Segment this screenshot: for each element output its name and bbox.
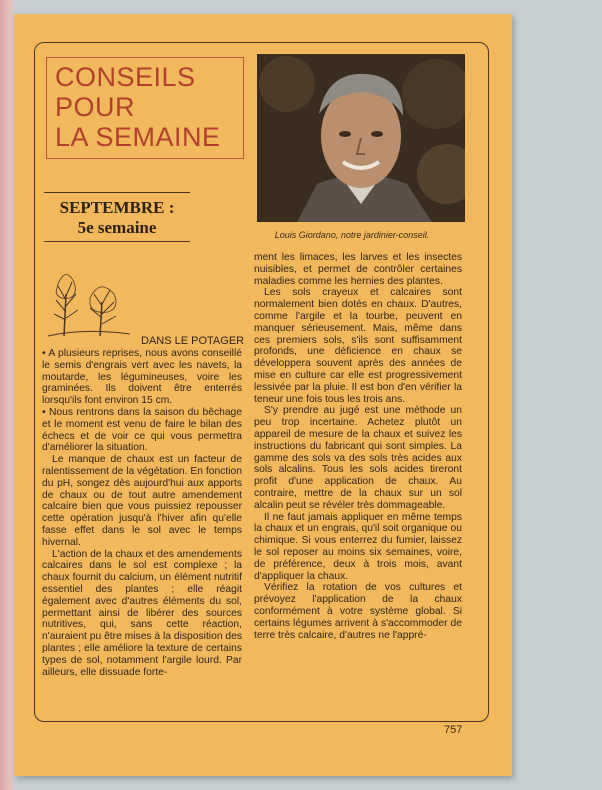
paragraph: Les sols crayeux et calcaires sont normalement bien dotés en chaux. D'autres, comme l'argile et la tourbe, peuvent en manquer sérieusement. Mais, même dans ces premiers sols, s'ils sont suffisamment profonds, une déficience en chaux se développera souvent après des années de mise en culture car elle est progressivement lessivée par la pluie. Il est bon d'en vérifier la teneur une fois tous les trois ans.	[254, 287, 462, 405]
title-line-2: POUR	[55, 92, 136, 122]
month-rule-top	[44, 192, 190, 193]
title-line-3: LA SEMAINE	[55, 122, 221, 152]
week-label: 5e semaine	[77, 218, 157, 237]
paragraph: L'action de la chaux et des amendements calcaires dans le sol est complexe ; la chaux fournit du calcium, un élément nutritif essentiel des plantes ; elle réagit également avec d'autres éléments du sol, permettant ainsi de libérer des sources nutritives, qui, sans cette réaction, n'auraient pu être mises à la disposition des plantes ; elle améliore la texture de certains types de sol, notamment l'argile lourd. Par ailleurs, elle dissuade forte-	[42, 548, 243, 678]
portrait-photo	[257, 54, 465, 222]
paragraph: S'y prendre au jugé est une méthode un peu trop incertaine. Achetez plutôt un appareil de mesure de la chaux et suivez les instructions du fabricant qui sont simples. La gamme des sols va des sols très acides aux sols alcalins. Tous les sols acides tireront profit d'une application de chaux. Au contraire, mettre de la chaux sur un sol alcalin peut se révéler très dommageable.	[254, 405, 462, 511]
paragraph: ment les limaces, les larves et les insectes nuisibles, et permet de contrôler certaines maladies comme les hernies des plantes.	[254, 252, 462, 287]
month-label: SEPTEMBRE :	[59, 198, 175, 217]
paragraph: • Nous rentrons dans la saison du bêchage et le moment est venu de faire le bilan des échecs et de voir ce qui vous permettra d'améliorer la situation.	[42, 406, 242, 454]
magazine-page	[14, 14, 512, 776]
portrait-icon	[257, 54, 465, 222]
left-column	[42, 348, 242, 678]
photo-caption: Louis Giordano, notre jardinier-conseil.	[274, 230, 430, 240]
paragraph: • A plusieurs reprises, nous avons conseillé le semis d'engrais vert avec les navets, la moutarde, les légumineuses, voire les graminées. Ils doivent être enterrés lorsqu'ils font environ 15 cm.	[42, 348, 242, 407]
paragraph: Vérifiez la rotation de vos cultures et prévoyez l'application de la chaux conformément à votre système global. Si certains légumes arrivent à s'accommoder de terre très calcaire, d'autres ne l'appré-	[254, 582, 462, 641]
month-heading	[42, 198, 192, 238]
paragraph: Le manque de chaux est un facteur de ralentissement de la végétation. En fonction du pH, songez dès aujourd'hui aux apports de chaux ou de tout autre amendement calcaire bien que vous puissiez repousser cette opération jusqu'à l'hiver afin qu'elle fasse effet dans le sol avec le temps hivernal.	[42, 454, 242, 548]
trees-illustration	[44, 264, 134, 346]
page-number: 757	[444, 724, 463, 736]
title-line-1: CONSEILS	[55, 62, 196, 92]
title-box	[46, 57, 244, 159]
section-heading: DANS LE POTAGER	[141, 335, 245, 347]
paragraph: Il ne faut jamais appliquer en même temps la chaux et un engrais, qu'il soit organique ou chimique. Si vous enterrez du fumier, laissez le sol reposer au moins six semaines, voire, de préférence, deux à trois mois, avant d'appliquer la chaux.	[254, 511, 462, 582]
right-column	[254, 252, 462, 641]
month-rule-bottom	[44, 241, 190, 242]
